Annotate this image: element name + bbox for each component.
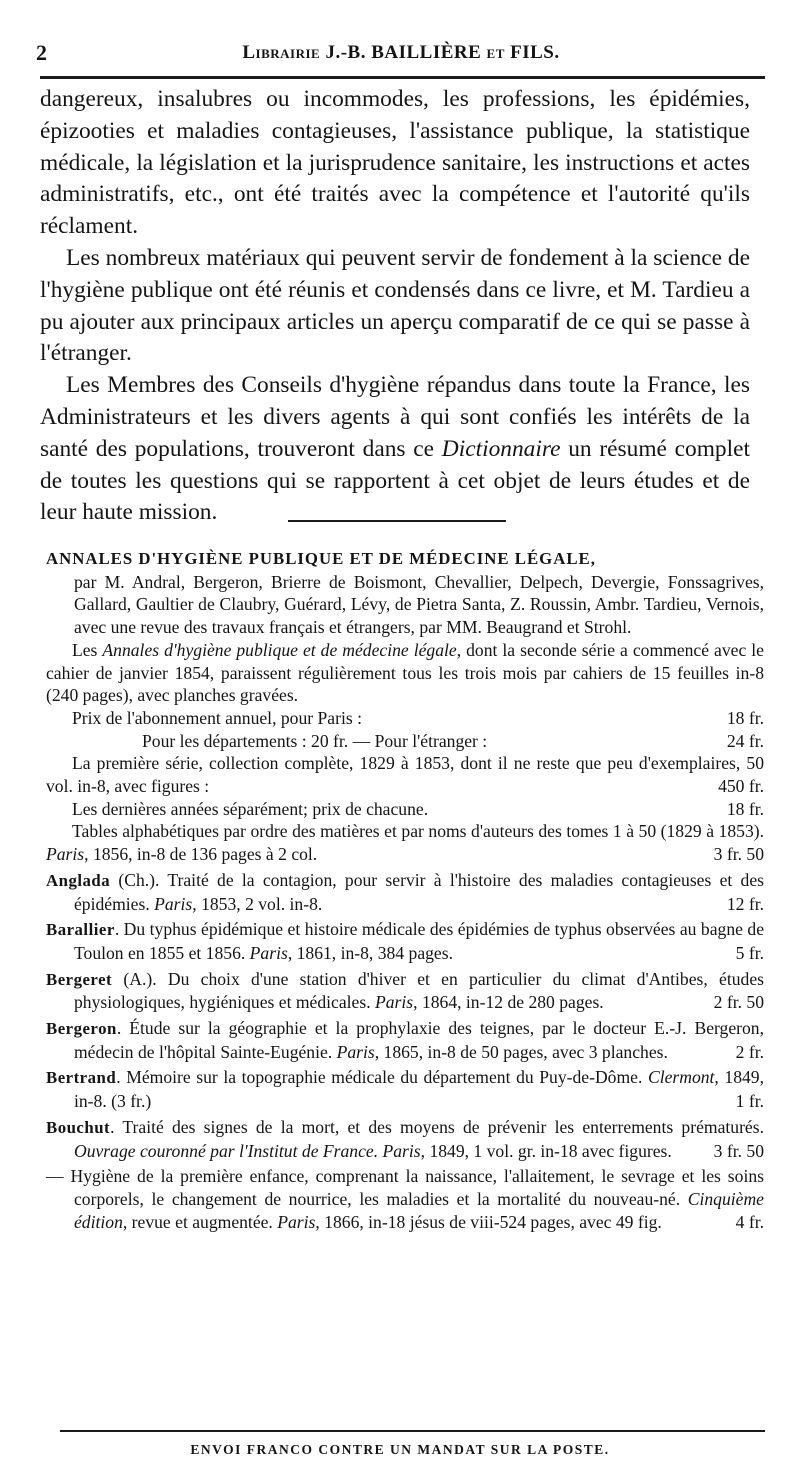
page-number: 2 bbox=[36, 40, 47, 65]
price-value: 2 fr. 50 bbox=[713, 992, 764, 1013]
place-name: Paris bbox=[336, 1041, 375, 1062]
text-run: , 1866, in-18 jésus de viii-524 pages, avec 49 fig. bbox=[315, 1211, 662, 1232]
text-run: , 1853, 2 vol. in-8. bbox=[192, 893, 323, 914]
text-run: Du typhus épidémique et histoire médicale des épidémies de typhus observées au bagne de Toulon en 1855 et 1856. bbox=[74, 919, 764, 963]
text-run: Les bbox=[72, 639, 103, 660]
price-value: 18 fr. bbox=[726, 798, 764, 819]
intro-paragraph: dangereux, insalubres ou incommodes, les professions, les épidémies, épizooties et maladies contagieuses, l'assistance publique, la statistique médicale, la législation et la jurisprudence sanitaire, les instructions et actes administratifs, etc., ont été traités avec la compétence et l'autorité qu'ils réclament. bbox=[40, 86, 750, 240]
catalog-entry bbox=[46, 1066, 764, 1112]
text-run: , 1864, in-12 de 280 pages. bbox=[413, 992, 604, 1013]
place-name: Clermont bbox=[647, 1067, 715, 1088]
header-rule bbox=[40, 76, 765, 79]
entry-description bbox=[46, 639, 764, 707]
text-run: Traité des signes de la mort, et des moyens de prévenir les enterrements prématurés. bbox=[122, 1116, 764, 1137]
price-line bbox=[46, 707, 764, 730]
text-run: Étude sur la géographie et la prophylaxie des teignes, par le docteur E.-J. Bergeron, médecin de l'hôpital Sainte-Eugénie. bbox=[74, 1018, 765, 1062]
text-run: , 1849, 1 vol. gr. in-18 avec figures. bbox=[420, 1140, 672, 1161]
entry-author: Bergeret bbox=[46, 969, 113, 989]
price-label: Les dernières années séparément; prix de chacune. bbox=[72, 798, 429, 819]
text-run: Tables alphabétiques par ordre des matières et par noms d'auteurs des tomes 1 à 50 (1829 à 1853). bbox=[72, 821, 764, 842]
text-run: , revue et augmentée. bbox=[122, 1211, 278, 1232]
text-run: , 1865, in-8 de 50 pages, avec 3 planches. bbox=[374, 1041, 668, 1062]
edition-label: Cinquième édition bbox=[74, 1188, 764, 1232]
section-divider bbox=[288, 520, 506, 522]
author-entries bbox=[46, 869, 764, 1162]
text-run: . bbox=[116, 1067, 127, 1088]
running-title: Librairie J.-B. BAILLIÈRE et FILS. bbox=[242, 42, 560, 63]
place-name: Paris bbox=[277, 1211, 316, 1232]
entry-author: Bertrand bbox=[46, 1068, 117, 1088]
catalog-entry-annales bbox=[46, 547, 764, 866]
entry-contributors: par M. Andral, Bergeron, Brierre de Boismont, Chevallier, Delpech, Devergie, Fonssagrives, Gallard, Gaultier de Claubry, Guérard, Lévy, de Pietra Santa, Z. Roussin, Ambr. Tardieu, Vernois, avec une revue des travaux français et étrangers, par MM. Beaugrand et Strohl. bbox=[74, 571, 764, 638]
catalog-entry bbox=[46, 1017, 764, 1063]
catalog-entry bbox=[46, 869, 764, 915]
tables-text bbox=[46, 820, 764, 865]
catalog-list bbox=[46, 547, 764, 1236]
price-line bbox=[46, 798, 764, 821]
page-footer: ENVOI FRANCO CONTRE UN MANDAT SUR LA POSTE. bbox=[190, 1442, 610, 1457]
text-run: , 1849, in-8. (3 fr.) bbox=[74, 1067, 764, 1112]
text-run: (A.). bbox=[112, 968, 168, 989]
entry-title-line bbox=[46, 547, 764, 571]
intro-paragraph bbox=[40, 370, 750, 529]
price-value: 18 fr. bbox=[726, 707, 764, 728]
price-value: 450 fr. bbox=[718, 776, 764, 797]
text-run: Hygiène de la première enfance, comprenant la naissance, l'allaitement, le sevrage et les soins corporels, le changement de nourrice, les maladies et la mortalité du nouveau-né. bbox=[70, 1166, 764, 1209]
text-run: . bbox=[114, 919, 124, 940]
catalog-entry-bouchut-hygiene bbox=[46, 1165, 764, 1233]
text-run: Les Membres des Conseils d'hygiène répandus dans toute la France, les Administrateurs et les divers agents à qui sont confiés les intérêts de la santé des populations, trouveront dans ce bbox=[40, 372, 750, 462]
text-run: , dont la seconde série a commencé avec le cahier de janvier 1854, paraissent régulièrement tous les trois mois par cahiers de 15 feuilles in-8 (240 pages), avec planches gravées. bbox=[46, 639, 764, 706]
page-header bbox=[36, 40, 766, 70]
place-name: Paris bbox=[154, 893, 193, 914]
place-name: Paris bbox=[249, 942, 288, 963]
dictionnaire-title: Dictionnaire bbox=[441, 435, 561, 462]
entry-text bbox=[46, 918, 764, 964]
text-run: . bbox=[116, 1018, 130, 1039]
entry-text bbox=[46, 968, 764, 1014]
text-run: . bbox=[110, 1116, 123, 1137]
price-value: 12 fr. bbox=[726, 893, 764, 914]
place-name: Paris bbox=[375, 992, 414, 1013]
entry-author: Bouchut bbox=[46, 1117, 111, 1137]
place-name: Paris bbox=[46, 844, 85, 865]
text-run: (Ch.). bbox=[110, 869, 168, 890]
text-run: , 1856, in-8 de 136 pages à 2 col. bbox=[84, 844, 318, 865]
entry-author: Bergeron bbox=[46, 1019, 117, 1039]
journal-title: Annales d'hygiène publique et de médecine légale bbox=[102, 639, 457, 660]
entry-text bbox=[46, 1066, 764, 1112]
price-value: 3 fr. 50 bbox=[713, 844, 764, 865]
text-run: Du choix d'une station d'hiver et en particulier du climat d'Antibes, études physiologiques, hygiéniques et médicales. bbox=[74, 968, 764, 1013]
intro-text bbox=[40, 84, 750, 529]
price-value: 3 fr. 50 bbox=[713, 1140, 764, 1161]
price-label: Pour les départements : 20 fr. — Pour l'étranger : bbox=[142, 730, 488, 751]
text-run: Traité de la contagion, pour servir à l'histoire des maladies contagieuses et des épidémies. bbox=[74, 869, 765, 914]
text-run: , 1861, in-8, 384 pages. bbox=[287, 942, 453, 963]
catalog-entry bbox=[46, 918, 764, 964]
entry-author: Barallier bbox=[46, 920, 115, 940]
text-run: un résumé complet de toutes les questions qui se rapportent à cet objet de leurs études et de leur haute mission. bbox=[40, 435, 750, 526]
catalog-entry bbox=[46, 968, 764, 1014]
dash-mark: — bbox=[46, 1166, 71, 1187]
footer-rule bbox=[60, 1430, 765, 1432]
entry-title: ANNALES D'HYGIÈNE PUBLIQUE ET DE MÉDECINE LÉGALE, bbox=[46, 549, 596, 568]
entry-author: Anglada bbox=[46, 870, 111, 890]
price-label: Prix de l'abonnement annuel, pour Paris : bbox=[72, 707, 362, 728]
place-name: Ouvrage couronné par l'Institut de France. Paris bbox=[74, 1140, 421, 1161]
entry-text bbox=[46, 1165, 764, 1233]
intro-paragraph: Les nombreux matériaux qui peuvent servir de fondement à la science de l'hygiène publique ont été réunis et condensés dans ce livre, et M. Tardieu a pu ajouter aux principaux articles un aperçu comparatif de ce qui se passe à l'étranger. bbox=[40, 244, 750, 367]
entry-text bbox=[46, 869, 764, 915]
entry-text bbox=[46, 1116, 764, 1162]
entry-text bbox=[46, 1017, 764, 1063]
premiere-serie-text bbox=[46, 752, 764, 797]
text-run: La première série, collection complète, 1829 à 1853, dont il ne reste que peu d'exemplaires, 50 vol. in-8, avec figures : bbox=[46, 753, 764, 797]
price-value: 24 fr. bbox=[726, 730, 764, 751]
text-run: Mémoire sur la topographie médicale du département du Puy-de-Dôme. bbox=[126, 1067, 648, 1088]
price-line bbox=[46, 730, 764, 753]
catalog-entry bbox=[46, 1116, 764, 1162]
